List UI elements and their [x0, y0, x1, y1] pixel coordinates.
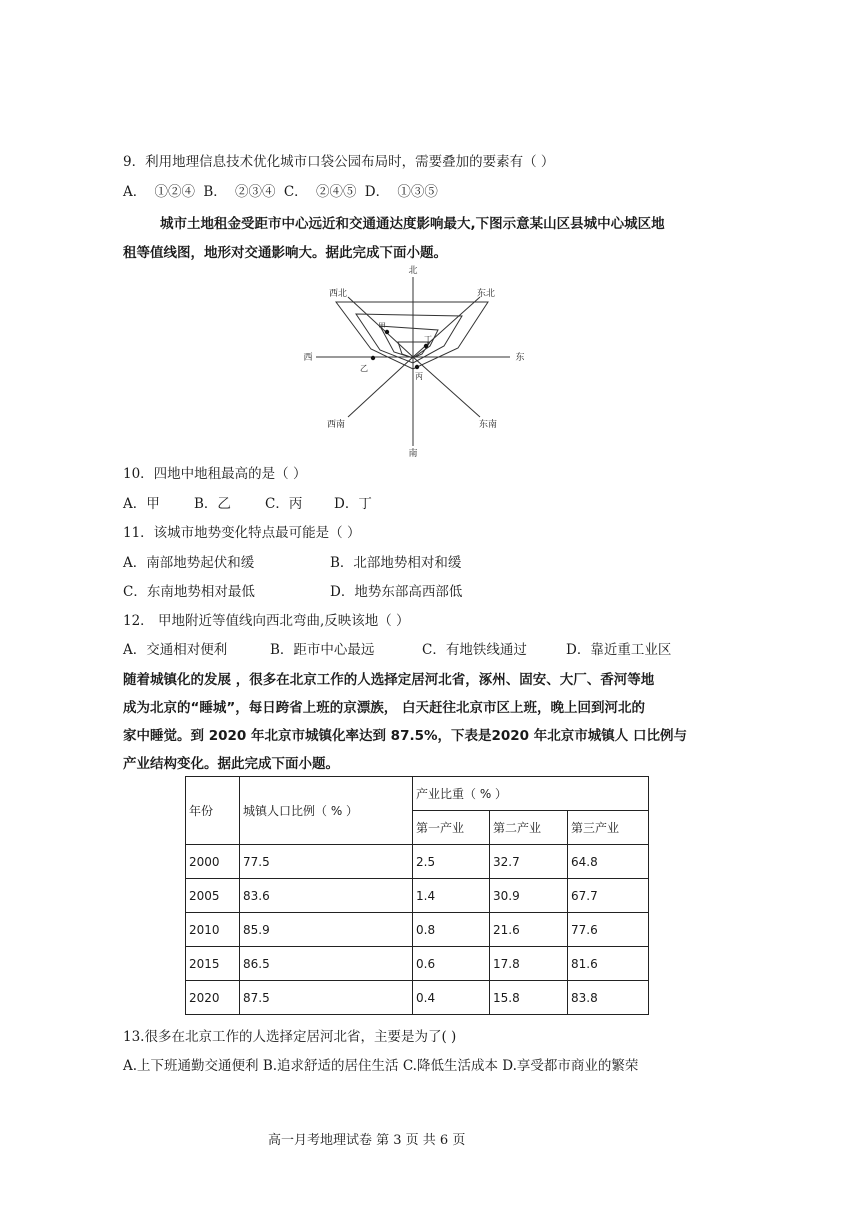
- label-east: 东: [515, 353, 525, 363]
- question-12-option-b: B．距市中心最远: [270, 642, 375, 658]
- passage-2-line-4: 产业结构变化。据此完成下面小题。: [123, 756, 339, 772]
- header-urban-ratio: 城镇人口比例（ % ）: [240, 777, 413, 845]
- rent-contour-diagram: [298, 262, 526, 458]
- label-west: 西: [303, 353, 313, 363]
- table-row: [186, 981, 649, 1015]
- question-10-option-b: B．乙: [194, 496, 231, 512]
- cell-tertiary: 81.6: [568, 947, 649, 981]
- cell-tertiary: 67.7: [568, 879, 649, 913]
- question-11-option-c: C．东南地势相对最低: [123, 584, 255, 600]
- subheader-tertiary: 第三产业: [568, 811, 649, 845]
- question-11-stem: 11．该城市地势变化特点最可能是（ ）: [123, 525, 361, 541]
- cell-year: 2005: [186, 879, 240, 913]
- cell-primary: 0.4: [413, 981, 490, 1015]
- question-11-option-b: B．北部地势相对和缓: [330, 555, 462, 571]
- cell-tertiary: 77.6: [568, 913, 649, 947]
- question-11-option-a: A．南部地势起伏和缓: [123, 555, 255, 571]
- table-row: [186, 845, 649, 879]
- label-southeast: 东南: [478, 420, 498, 430]
- cell-tertiary: 64.8: [568, 845, 649, 879]
- question-10-option-d: D．丁: [334, 496, 372, 512]
- question-12-option-d: D．靠近重工业区: [566, 642, 672, 658]
- label-northeast: 东北: [476, 289, 496, 299]
- cell-secondary: 17.8: [490, 947, 568, 981]
- passage-1-line-2: 租等值线图，地形对交通影响大。据此完成下面小题。: [123, 245, 447, 261]
- cell-primary: 1.4: [413, 879, 490, 913]
- cell-urban: 87.5: [240, 981, 413, 1015]
- cell-year: 2015: [186, 947, 240, 981]
- label-north: 北: [408, 266, 418, 276]
- passage-2-line-2: 成为北京的“睡城”，每日跨省上班的京漂族， 白天赶往北京市区上班，晚上回到河北的: [123, 700, 645, 716]
- axis-northeast: [413, 297, 480, 357]
- table-row: [186, 913, 649, 947]
- label-southwest: 西南: [326, 420, 346, 430]
- table-row: [186, 947, 649, 981]
- urbanization-industry-table: [185, 776, 649, 1015]
- question-13-stem: 13.很多在北京工作的人选择定居河北省，主要是为了( ): [123, 1029, 457, 1045]
- passage-2-line-1: 随着城镇化的发展 ，很多在北京工作的人选择定居河北省，涿州、固安、大厂、香河等地: [123, 672, 655, 688]
- cell-primary: 2.5: [413, 845, 490, 879]
- cell-secondary: 30.9: [490, 879, 568, 913]
- table-header-row: [186, 777, 649, 811]
- cell-secondary: 21.6: [490, 913, 568, 947]
- label-south: 南: [408, 449, 418, 458]
- question-11-option-d: D．地势东部高西部低: [330, 584, 463, 600]
- rent-contour-svg: [298, 262, 526, 458]
- question-10-option-c: C．丙: [265, 496, 303, 512]
- question-12-option-c: C．有地铁线通过: [422, 642, 527, 658]
- subheader-secondary: 第二产业: [490, 811, 568, 845]
- cell-secondary: 15.8: [490, 981, 568, 1015]
- label-bing: 丙: [415, 372, 423, 381]
- contour-second: [356, 314, 462, 363]
- cell-secondary: 32.7: [490, 845, 568, 879]
- cell-urban: 77.5: [240, 845, 413, 879]
- label-yi: 乙: [360, 364, 368, 373]
- question-13-options: A.上下班通勤交通便利 B.追求舒适的居住生活 C.降低生活成本 D.享受都市商业的繁荣: [123, 1058, 639, 1074]
- subheader-primary: 第一产业: [413, 811, 490, 845]
- cell-year: 2000: [186, 845, 240, 879]
- cell-urban: 83.6: [240, 879, 413, 913]
- contour-outer: [336, 302, 488, 369]
- cell-primary: 0.6: [413, 947, 490, 981]
- label-jia: 甲: [378, 322, 386, 331]
- label-ding: 丁: [424, 335, 432, 344]
- header-industry-share: 产业比重（ % ）: [413, 777, 649, 811]
- point-yi: [371, 356, 375, 360]
- passage-1-line-1: 城市土地租金受距市中心远近和交通通达度影响最大,下图示意某山区县城中心城区地: [160, 216, 665, 232]
- axis-southeast: [413, 357, 480, 417]
- header-year: 年份: [186, 777, 240, 845]
- cell-tertiary: 83.8: [568, 981, 649, 1015]
- question-12-stem: 12． 甲地附近等值线向西北弯曲,反映该地（ ）: [123, 613, 410, 629]
- cell-year: 2020: [186, 981, 240, 1015]
- question-10-option-a: A．甲: [123, 496, 160, 512]
- question-9-options: A． ①②④ B． ②③④ C． ②④⑤ D． ①③⑤: [123, 184, 438, 200]
- table-row: [186, 879, 649, 913]
- axis-southwest: [348, 357, 413, 417]
- point-ding: [424, 344, 428, 348]
- question-10-stem: 10．四地中地租最高的是（ ）: [123, 466, 307, 482]
- cell-urban: 86.5: [240, 947, 413, 981]
- cell-urban: 85.9: [240, 913, 413, 947]
- question-12-option-a: A．交通相对便利: [123, 642, 228, 658]
- cell-primary: 0.8: [413, 913, 490, 947]
- passage-2-line-3: 家中睡觉。到 2020 年北京市城镇化率达到 87.5%，下表是2020 年北京市城镇人 口比例与: [123, 728, 687, 744]
- label-northwest: 西北: [328, 289, 348, 299]
- question-9-stem: 9．利用地理信息技术优化城市口袋公园布局时，需要叠加的要素有（ ）: [123, 154, 555, 170]
- cell-year: 2010: [186, 913, 240, 947]
- page-footer: 高一月考地理试卷 第 3 页 共 6 页: [268, 1133, 466, 1148]
- point-bing: [415, 365, 419, 369]
